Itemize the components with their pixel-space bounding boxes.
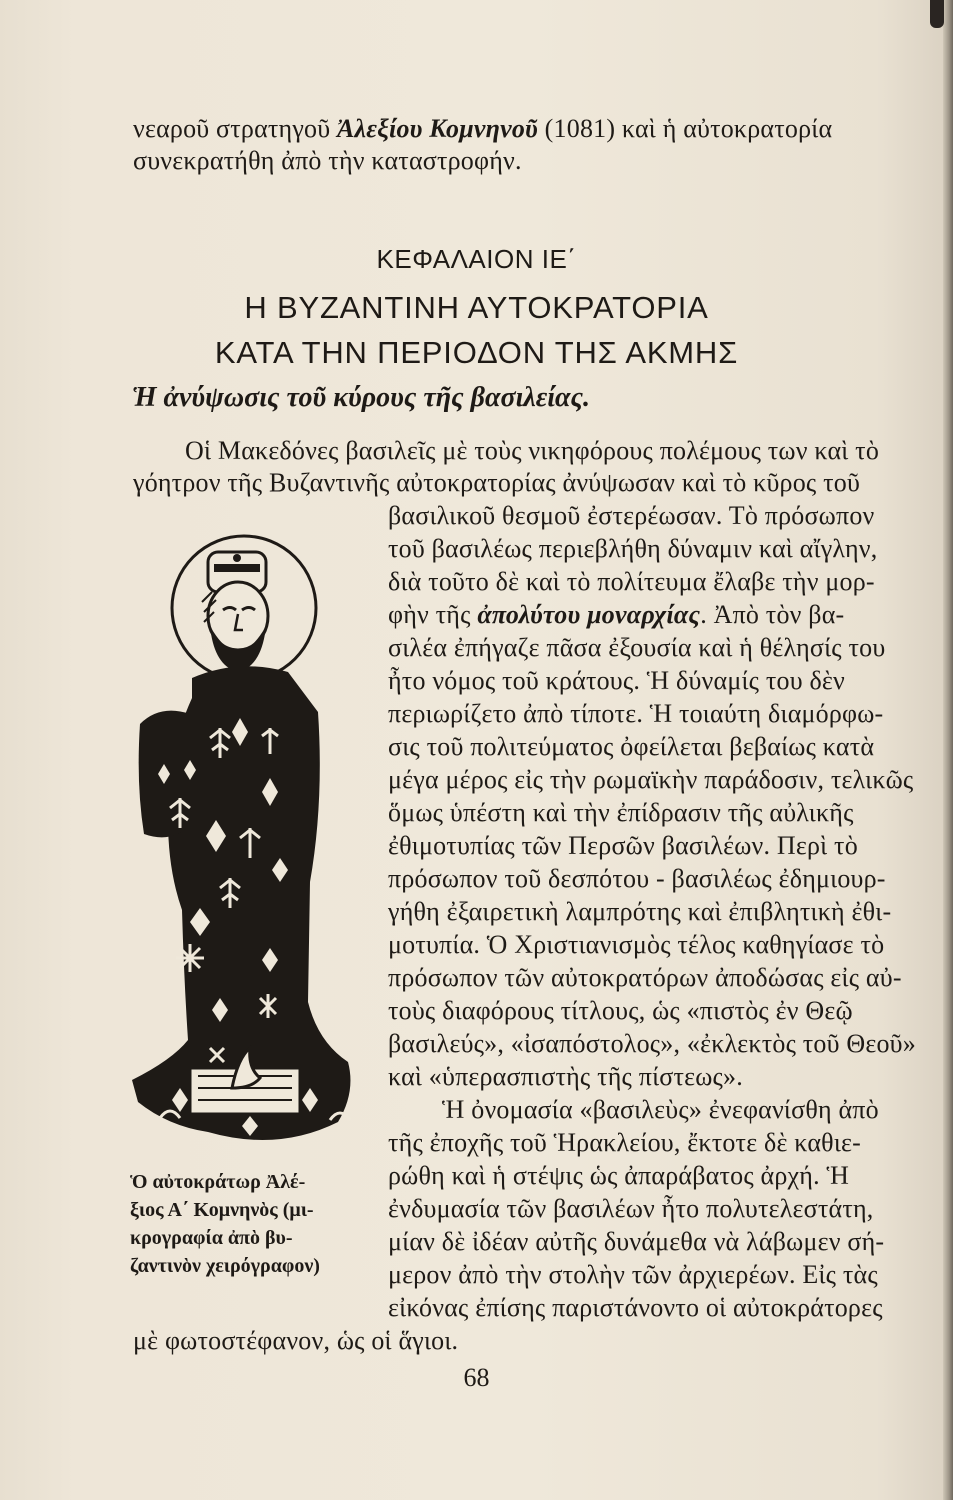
body-line-1: Οἱ Μακεδόνες βασιλεῖς μὲ τοὺς νικηφόρους πολέμους των καὶ τὸ [185,436,880,465]
column-line: ἦτο νόμος τοῦ κράτους. Ἡ δύναμίς του δὲν [388,666,845,695]
page-edge-mark [930,0,944,28]
figure-caption-line: κρογραφία ἀπὸ βυ- [130,1227,293,1249]
column-line: ρώθη καὶ ἡ στέψις ὡς ἀπαράβατος ἀρχή. Ἡ [388,1161,850,1190]
column-line: διὰ τοῦτο δὲ καὶ τὸ πολίτευμα ἔλαβε τὴν μορ- [388,567,875,596]
column-line: πρόσωπον τοῦ δεσπότου - βασιλέως ἐδημιουρ- [388,864,886,893]
column-line: εἰκόνας ἐπίσης παριστάνοντο οἱ αὐτοκράτορες [388,1293,883,1322]
column-line: βασιλικοῦ θεσμοῦ ἐστερέωσαν. Τὸ πρόσωπον [388,501,875,530]
section-title: Ἡ ἀνύψωσις τοῦ κύρους τῆς βασιλείας. [132,382,591,413]
chapter-label: ΚΕΦΑΛΑΙΟΝ ΙΕ΄ [376,244,577,274]
column-line: πρόσωπον τῶν αὐτοκρατόρων ἀποδώσας εἰς αὐ- [388,963,902,992]
column-line: μέγα μέρος εἰς τὴν ρωμαϊκὴν παράδοσιν, τελικῶς [388,765,914,794]
column-line: καὶ «ὑπερασπιστὴς τῆς πίστεως». [388,1062,743,1091]
emperor-illustration [120,528,382,1160]
column-line: μίαν δὲ ἰδέαν αὐτῆς δυνάμεθα νὰ λάβωμεν σή- [388,1227,885,1256]
column-line: τοῦ βασιλέως περιεβλήθη δύναμιν καὶ αἴγλην, [388,534,878,563]
body-last-line: μὲ φωτοστέφανον, ὡς οἱ ἅγιοι. [133,1326,459,1355]
body-line-2: γόητρον τῆς Βυζαντινῆς αὐτοκρατορίας ἀνύψωσαν καὶ τὸ κῦρος τοῦ [133,468,861,497]
intro-line-1: νεαροῦ στρατηγοῦ Ἀλεξίου Κομνηνοῦ (1081) καὶ ἡ αὐτοκρατορία [133,114,833,143]
column-line: περιωρίζετο ἀπὸ τίποτε. Ἡ τοιαύτη διαμόρφω- [388,699,884,728]
column-line: Ἡ ὀνομασία «βασιλεὺς» ἐνεφανίσθη ἀπὸ [442,1095,879,1124]
chapter-title-line-1: Η ΒΥΖΑΝΤΙΝΗ ΑΥΤΟΚΡΑΤΟΡΙΑ [244,290,709,325]
column-line: ὅμως ὑπέστη καὶ τὴν ἐπίδρασιν τῆς αὐλικῆς [388,798,854,827]
page-number: 68 [463,1363,490,1392]
column-line: μοτυπία. Ὁ Χριστιανισμὸς τέλος καθηγίασε τὸ [388,930,885,959]
column-line: βασιλεύς», «ἰσαπόστολος», «ἐκλεκτὸς τοῦ Θεοῦ» [388,1029,916,1058]
figure-caption-line: ξιος Α΄ Κομνηνὸς (μι- [130,1199,314,1221]
column-line: τοὺς διαφόρους τίτλους, ὡς «πιστὸς ἐν Θεῷ [388,996,853,1025]
page-edge [943,0,953,1500]
figure-caption-line: ζαντινὸν χειρόγραφον) [130,1255,320,1277]
column-line: γήθη ἐξαιρετικὴ λαμπρότης καὶ ἐπιβλητικὴ ἐθι- [388,897,892,926]
intro-line-2: συνεκρατήθη ἀπὸ τὴν καταστροφήν. [133,146,522,175]
column-line: ἐνδυμασία τῶν βασιλέων ἦτο πολυτελεστάτη, [388,1194,874,1223]
chapter-title-line-2: ΚΑΤΑ ΤΗΝ ΠΕΡΙΟΔΟΝ ΤΗΣ ΑΚΜΗΣ [214,335,739,370]
column-line: φὴν τῆς ἀπολύτου μοναρχίας. Ἀπὸ τὸν βα- [388,600,845,629]
column-line: τῆς ἐποχῆς τοῦ Ἡρακλείου, ἔκτοτε δὲ καθιε- [388,1128,861,1157]
column-line: σις τοῦ πολιτεύματος ὀφείλεται βεβαίως κατὰ [388,732,875,761]
figure-caption-line: Ὁ αὐτοκράτωρ Ἀλέ- [130,1171,306,1193]
column-line: μερον ἀπὸ τὴν στολὴν τῶν ἀρχιερέων. Εἰς τὰς [388,1260,878,1289]
column-line: ἐθιμοτυπίας τῶν Περσῶν βασιλέων. Περὶ τὸ [388,831,858,860]
column-line: σιλέα ἐπήγαζε πᾶσα ἐξουσία καὶ ἡ θέλησίς του [388,633,886,662]
